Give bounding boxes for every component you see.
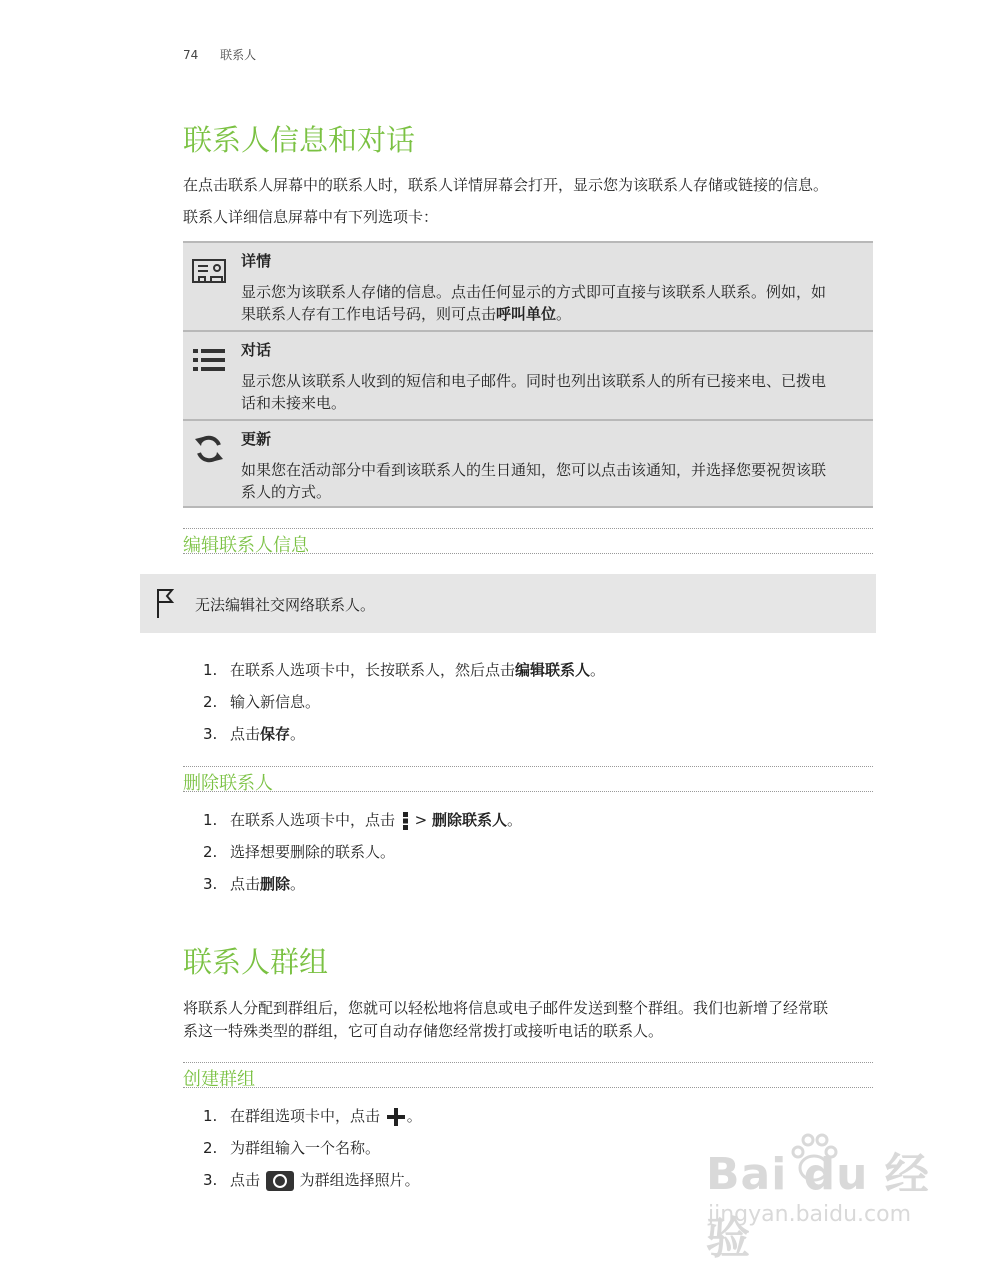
subsection-title-create: 创建群组 [183,1069,255,1090]
step-text: 在联系人选项卡中，点击 [230,811,396,829]
step-text: 点击 [230,725,261,743]
step-text-end: 。 [406,1107,422,1125]
tab-desc-conversations-line1: 显示您从该联系人收到的短信和电子邮件。同时也列出该联系人的所有已接来电、已拨电 [241,372,827,390]
intro-paragraph-line2: 联系人详细信息屏幕中有下列选项卡： [183,208,439,226]
list-item [203,873,305,894]
step-text: 在群组选项卡中，点击 [230,1107,381,1125]
page-header [183,46,274,63]
step-number: 1. [203,811,218,829]
step-text: 为群组输入一个名称。 [230,1139,381,1157]
step-number: 2. [203,693,218,711]
list-item [203,659,605,680]
subsection-title-delete: 删除联系人 [183,773,273,794]
tab-desc-conversations [241,370,871,414]
contact-card-icon [191,255,227,287]
step-number: 3. [203,725,218,743]
step-text-end: 。 [506,811,522,829]
groups-intro-line2: 系这一特殊类型的群组，它可自动存储您经常拨打或接听电话的联系人。 [183,1022,664,1040]
tab-desc-details-line2-end: 。 [556,305,572,323]
subsection-edit-contact [183,528,873,554]
subsection-title-edit: 编辑联系人信息 [183,535,309,556]
step-text-end: 。 [290,875,306,893]
tab-desc-updates [241,459,871,503]
watermark-logo: Bai du 经验 [706,1149,930,1264]
page-number: 74 [183,48,199,62]
section-title-contact-info: 联系人信息和对话 [183,123,416,157]
tab-desc-updates-line2: 系人的方式。 [241,483,332,501]
list-item [203,809,522,831]
step-text: 输入新信息。 [230,693,321,711]
step-number: 3. [203,1171,218,1189]
step-text: 在联系人选项卡中，长按联系人，然后点击 [230,661,516,679]
step-number: 2. [203,843,218,861]
list-item [203,723,305,744]
list-item [203,1105,422,1127]
watermark-url: jingyan.baidu.com [708,1202,912,1227]
refresh-icon [191,433,227,465]
step-number: 3. [203,875,218,893]
note-box [140,574,876,633]
step-text: 点击 [230,875,261,893]
save-label: 保存 [260,725,291,743]
step-number: 1. [203,1107,218,1125]
tab-title-conversations: 对话 [241,341,272,359]
step-text-end: 。 [590,661,606,679]
call-work-label: 呼叫单位 [496,305,557,323]
step-text-end: 为群组选择照片。 [299,1171,420,1189]
step-text: 点击 [230,1171,261,1189]
tab-desc-details-line2 [241,303,871,325]
delete-contact-label: 删除联系人 [431,811,507,829]
list-item [203,841,395,862]
plus-icon [385,1107,407,1127]
delete-label: 删除 [260,875,291,893]
tabs-table [183,241,873,508]
intro-paragraph-line1: 在点击联系人屏幕中的联系人时，联系人详情屏幕会打开，显示您为该联系人存储或链接的信息。 [183,176,829,194]
step-number: 2. [203,1139,218,1157]
note-text: 无法编辑社交网络联系人。 [195,596,376,614]
tab-desc-details-line1: 显示您为该联系人存储的信息。点击任何显示的方式即可直接与该联系人联系。例如，如 [241,283,827,301]
step-arrow: > [414,811,428,829]
list-item [203,1169,420,1192]
step-text-end: 。 [290,725,306,743]
step-number: 1. [203,661,218,679]
chapter-name: 联系人 [220,48,257,62]
tab-desc-conversations-line2: 话和未接来电。 [241,394,347,412]
more-vertical-icon [400,811,410,831]
step-text: 选择想要删除的联系人。 [230,843,396,861]
tab-row-updates [183,419,873,508]
tab-title-details: 详情 [241,252,272,270]
tab-row-conversations [183,330,873,419]
groups-intro-line1: 将联系人分配到群组后，您就可以轻松地将信息或电子邮件发送到整个群组。我们也新增了经常联 [183,999,829,1017]
tab-desc-details-line2-text: 果联系人存有工作电话号码，则可点击 [241,305,497,323]
tab-desc-updates-line1: 如果您在活动部分中看到该联系人的生日通知，您可以点击该通知，并选择您要祝贺该联 [241,461,827,479]
section-title-contact-groups: 联系人群组 [183,945,329,979]
flag-icon [154,586,176,620]
tab-title-updates: 更新 [241,430,272,448]
camera-icon [265,1170,295,1192]
list-icon [191,344,227,376]
tab-desc-details [241,281,871,325]
subsection-create-group [183,1062,873,1088]
subsection-delete-contact [183,766,873,792]
list-item [203,1137,380,1158]
baidu-watermark [700,1128,940,1264]
edit-contact-label: 编辑联系人 [515,661,591,679]
list-item [203,691,320,712]
tab-row-details [183,241,873,330]
